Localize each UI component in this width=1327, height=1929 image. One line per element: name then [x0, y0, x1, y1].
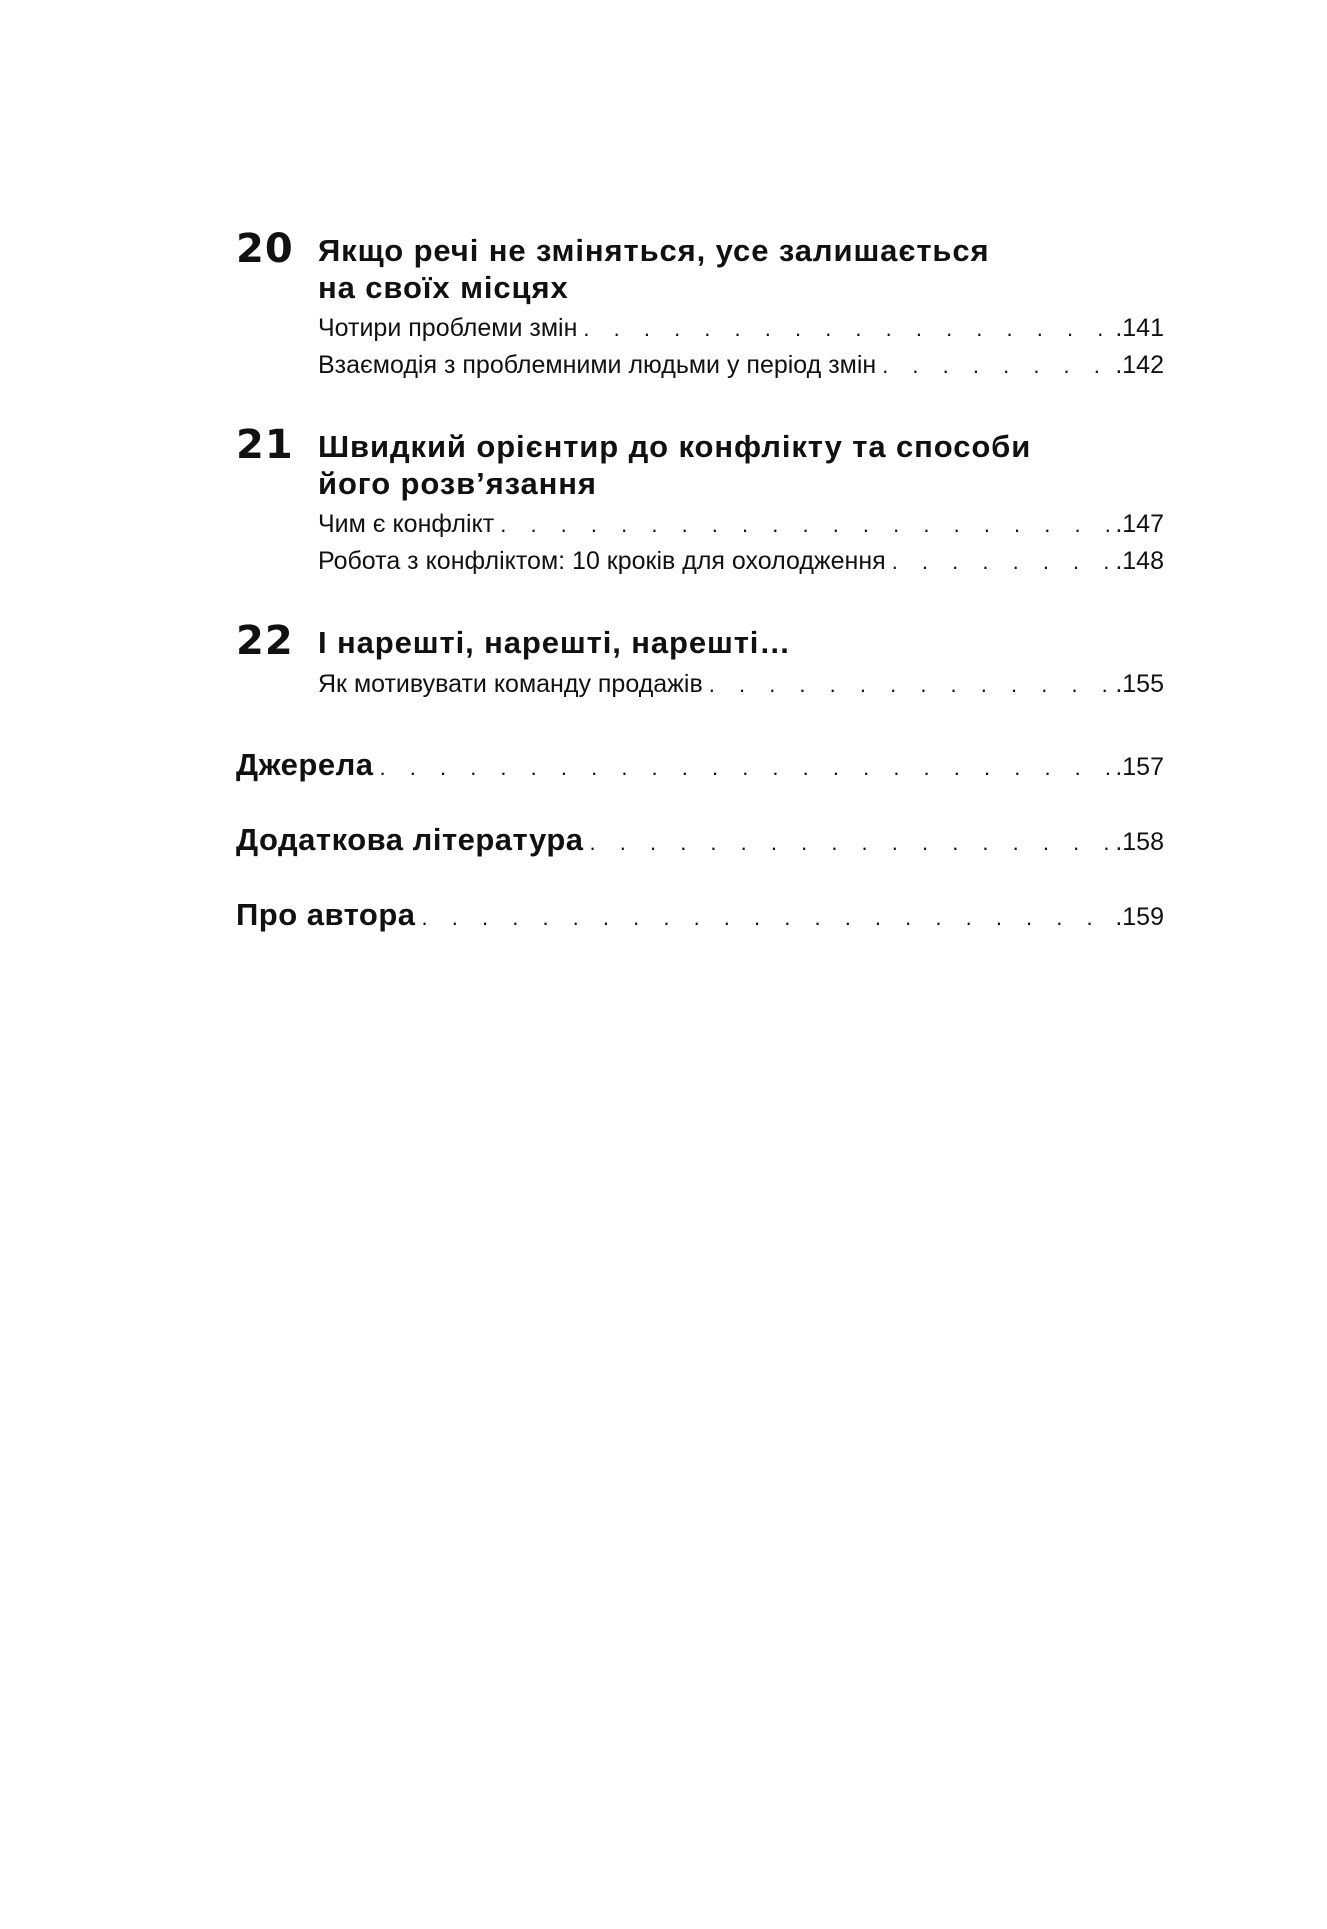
chapter-heading — [236, 424, 1164, 502]
toc-entry[interactable] — [318, 347, 1164, 384]
chapter-21 — [236, 424, 1164, 580]
chapter-number: 22 — [236, 618, 294, 664]
toc-entry-label: Як мотивувати команду продажів — [318, 670, 703, 698]
chapter-number: 21 — [236, 422, 294, 468]
chapter-title-line: Якщо речі не зміняться, усе залишається — [318, 233, 990, 268]
toc-entry-label: Про автора — [236, 897, 416, 932]
toc-entry[interactable] — [318, 543, 1164, 580]
toc-entry-further-reading[interactable] — [236, 818, 1164, 865]
toc-entry[interactable] — [318, 310, 1164, 347]
toc-entry-sources[interactable] — [236, 743, 1164, 790]
toc-entry-label: Додаткова література — [236, 822, 584, 857]
dot-leader — [380, 746, 1112, 790]
chapter-number: 20 — [236, 226, 294, 272]
dot-leader — [422, 896, 1112, 940]
chapter-title-line: І нарешті, нарешті, нарешті… — [318, 625, 792, 660]
table-of-contents — [236, 228, 1164, 968]
toc-entry-page: .158 — [1115, 828, 1164, 856]
section-list — [318, 666, 1164, 703]
toc-entry-label: Взаємодія з проблемними людьми у період змін — [318, 351, 877, 379]
toc-entry-page: .142 — [1115, 351, 1164, 379]
dot-leader — [500, 507, 1111, 543]
toc-entry-label: Чим є конфлікт — [318, 510, 495, 538]
chapter-20 — [236, 228, 1164, 384]
chapter-title — [318, 228, 990, 306]
dot-leader — [590, 821, 1112, 865]
toc-entry[interactable] — [318, 666, 1164, 703]
chapter-heading — [236, 228, 1164, 306]
dot-leader — [583, 311, 1111, 347]
toc-entry-page: .141 — [1115, 314, 1164, 342]
chapter-title — [318, 424, 1031, 502]
section-list — [318, 310, 1164, 384]
toc-entry-page: .155 — [1115, 670, 1164, 698]
back-matter-list — [236, 743, 1164, 940]
chapter-heading — [236, 620, 1164, 662]
toc-entry[interactable] — [318, 506, 1164, 543]
toc-entry-about-author[interactable] — [236, 893, 1164, 940]
toc-entry-label: Чотири проблеми змін — [318, 314, 578, 342]
toc-entry-page: .159 — [1115, 903, 1164, 931]
chapter-22 — [236, 620, 1164, 703]
chapter-title-line: на своїх місцях — [318, 270, 569, 305]
toc-entry-page: .147 — [1115, 510, 1164, 538]
dot-leader — [892, 544, 1112, 580]
chapter-title — [318, 620, 791, 661]
chapter-title-line: Швидкий орієнтир до конфлікту та способи — [318, 429, 1032, 464]
dot-leader — [882, 348, 1111, 384]
chapter-title-line: його розв’язання — [318, 466, 597, 501]
toc-entry-label: Робота з конфліктом: 10 кроків для охолодження — [318, 547, 886, 575]
section-list — [318, 506, 1164, 580]
toc-entry-label: Джерела — [236, 747, 374, 782]
dot-leader — [709, 667, 1112, 703]
toc-entry-page: .148 — [1115, 547, 1164, 575]
toc-entry-page: .157 — [1115, 753, 1164, 781]
